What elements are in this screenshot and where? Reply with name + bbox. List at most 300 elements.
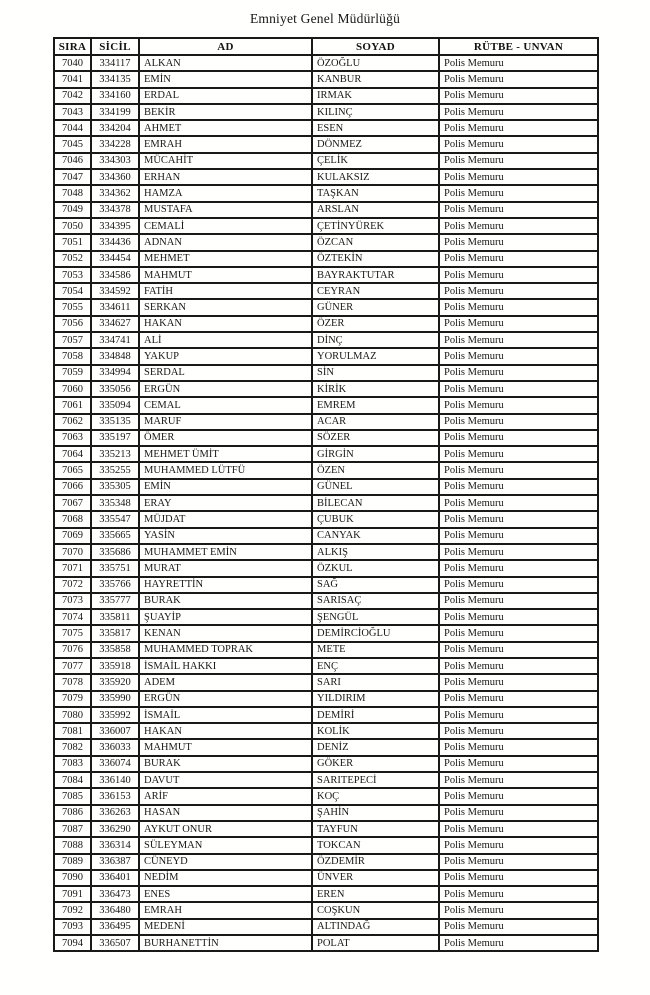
cell-sicil: 334228 [91,136,139,152]
table-row [54,658,598,674]
cell-soyad: SÖZER [312,430,439,446]
cell-soyad: ÇETİNYÜREK [312,218,439,234]
cell-ad: EMRAH [139,902,312,918]
cell-sicil: 335348 [91,495,139,511]
cell-sira: 7067 [54,495,91,511]
cell-sicil: 335255 [91,462,139,478]
cell-soyad: GÜNER [312,299,439,315]
cell-sicil: 334395 [91,218,139,234]
cell-ad: NEDİM [139,870,312,886]
cell-sicil: 334611 [91,299,139,315]
cell-soyad: ACAR [312,414,439,430]
cell-sicil: 336263 [91,805,139,821]
cell-ad: ARİF [139,788,312,804]
cell-rutbe: Polis Memuru [439,55,598,71]
cell-sicil: 336387 [91,854,139,870]
cell-ad: MUHAMMET EMİN [139,544,312,560]
cell-sicil: 334741 [91,332,139,348]
column-header-sicil: SİCİL [91,38,139,55]
table-row [54,381,598,397]
column-header-sira: SIRA [54,38,91,55]
cell-sicil: 334117 [91,55,139,71]
cell-rutbe: Polis Memuru [439,299,598,315]
cell-soyad: CANYAK [312,528,439,544]
cell-sicil: 334135 [91,71,139,87]
cell-ad: BURHANETTİN [139,935,312,951]
table-row [54,593,598,609]
cell-sicil: 335990 [91,691,139,707]
cell-soyad: SAĞ [312,577,439,593]
cell-soyad: GÜNEL [312,479,439,495]
cell-ad: EMİN [139,479,312,495]
cell-soyad: IRMAK [312,88,439,104]
cell-ad: HAMZA [139,185,312,201]
table-row [54,283,598,299]
cell-ad: HAYRETTİN [139,577,312,593]
cell-sicil: 336290 [91,821,139,837]
cell-rutbe: Polis Memuru [439,723,598,739]
cell-ad: ERDAL [139,88,312,104]
cell-rutbe: Polis Memuru [439,479,598,495]
cell-ad: SÜLEYMAN [139,837,312,853]
cell-soyad: EREN [312,886,439,902]
cell-soyad: ÖZER [312,316,439,332]
cell-sira: 7070 [54,544,91,560]
table-row [54,414,598,430]
cell-soyad: ŞAHİN [312,805,439,821]
table-row [54,723,598,739]
table-row [54,707,598,723]
table-row [54,609,598,625]
cell-sicil: 336401 [91,870,139,886]
cell-sicil: 335547 [91,511,139,527]
cell-ad: BURAK [139,756,312,772]
cell-sicil: 335135 [91,414,139,430]
cell-sira: 7060 [54,381,91,397]
cell-sira: 7092 [54,902,91,918]
cell-sicil: 334204 [91,120,139,136]
cell-sira: 7084 [54,772,91,788]
cell-rutbe: Polis Memuru [439,870,598,886]
table-row [54,267,598,283]
cell-rutbe: Polis Memuru [439,218,598,234]
cell-sira: 7050 [54,218,91,234]
cell-sicil: 335920 [91,674,139,690]
cell-sira: 7083 [54,756,91,772]
cell-ad: ADNAN [139,234,312,250]
cell-sira: 7066 [54,479,91,495]
cell-sicil: 336473 [91,886,139,902]
cell-rutbe: Polis Memuru [439,935,598,951]
cell-ad: SERDAL [139,365,312,381]
cell-ad: MARUF [139,414,312,430]
cell-rutbe: Polis Memuru [439,691,598,707]
cell-soyad: SARISAÇ [312,593,439,609]
cell-sira: 7090 [54,870,91,886]
cell-sicil: 335686 [91,544,139,560]
cell-ad: MEDENİ [139,919,312,935]
table-row [54,495,598,511]
cell-sicil: 336480 [91,902,139,918]
cell-sicil: 335777 [91,593,139,609]
cell-sicil: 336074 [91,756,139,772]
table-row [54,104,598,120]
cell-sicil: 334848 [91,348,139,364]
personnel-table [53,37,599,952]
cell-rutbe: Polis Memuru [439,348,598,364]
cell-sira: 7052 [54,251,91,267]
cell-soyad: ÖZCAN [312,234,439,250]
cell-sira: 7068 [54,511,91,527]
cell-soyad: COŞKUN [312,902,439,918]
cell-ad: EMİN [139,71,312,87]
table-row [54,169,598,185]
cell-sira: 7055 [54,299,91,315]
cell-soyad: ÜNVER [312,870,439,886]
table-row [54,544,598,560]
cell-soyad: ÖZKUL [312,560,439,576]
cell-sira: 7046 [54,153,91,169]
cell-rutbe: Polis Memuru [439,332,598,348]
table-row [54,821,598,837]
cell-soyad: TOKCAN [312,837,439,853]
table-row [54,788,598,804]
cell-sira: 7064 [54,446,91,462]
cell-rutbe: Polis Memuru [439,414,598,430]
cell-sira: 7047 [54,169,91,185]
cell-sira: 7059 [54,365,91,381]
cell-sicil: 335992 [91,707,139,723]
cell-ad: İSMAİL HAKKI [139,658,312,674]
table-row [54,153,598,169]
table-header [54,38,598,55]
cell-ad: YASİN [139,528,312,544]
cell-rutbe: Polis Memuru [439,446,598,462]
cell-soyad: SİN [312,365,439,381]
cell-soyad: DEMİRCİOĞLU [312,625,439,641]
cell-ad: ALKAN [139,55,312,71]
table-row [54,120,598,136]
cell-ad: AYKUT ONUR [139,821,312,837]
cell-sira: 7043 [54,104,91,120]
cell-sira: 7061 [54,397,91,413]
cell-sira: 7082 [54,739,91,755]
cell-sira: 7094 [54,935,91,951]
cell-soyad: GİRGİN [312,446,439,462]
table-row [54,756,598,772]
cell-ad: MUHAMMED TOPRAK [139,642,312,658]
cell-rutbe: Polis Memuru [439,528,598,544]
cell-ad: BEKİR [139,104,312,120]
cell-rutbe: Polis Memuru [439,739,598,755]
cell-soyad: ESEN [312,120,439,136]
cell-rutbe: Polis Memuru [439,919,598,935]
cell-rutbe: Polis Memuru [439,560,598,576]
table-row [54,71,598,87]
cell-ad: BURAK [139,593,312,609]
cell-sira: 7044 [54,120,91,136]
cell-sira: 7051 [54,234,91,250]
cell-sira: 7080 [54,707,91,723]
cell-soyad: GÖKER [312,756,439,772]
cell-ad: DAVUT [139,772,312,788]
cell-rutbe: Polis Memuru [439,642,598,658]
column-header-rutbe: RÜTBE - UNVAN [439,38,598,55]
table-row [54,218,598,234]
cell-sira: 7057 [54,332,91,348]
cell-soyad: KANBUR [312,71,439,87]
cell-ad: İSMAİL [139,707,312,723]
cell-soyad: ÖZDEMİR [312,854,439,870]
cell-sicil: 334592 [91,283,139,299]
cell-rutbe: Polis Memuru [439,316,598,332]
cell-sira: 7076 [54,642,91,658]
table-row [54,430,598,446]
cell-soyad: YILDIRIM [312,691,439,707]
table-row [54,625,598,641]
cell-rutbe: Polis Memuru [439,625,598,641]
cell-rutbe: Polis Memuru [439,365,598,381]
cell-sira: 7081 [54,723,91,739]
cell-rutbe: Polis Memuru [439,854,598,870]
table-row [54,234,598,250]
cell-sicil: 335918 [91,658,139,674]
table-row [54,642,598,658]
cell-rutbe: Polis Memuru [439,756,598,772]
cell-sicil: 334160 [91,88,139,104]
cell-ad: MEHMET [139,251,312,267]
cell-soyad: KOLİK [312,723,439,739]
cell-sicil: 335056 [91,381,139,397]
cell-ad: ERHAN [139,169,312,185]
cell-sira: 7079 [54,691,91,707]
cell-rutbe: Polis Memuru [439,805,598,821]
cell-ad: MAHMUT [139,267,312,283]
table-row [54,88,598,104]
cell-soyad: ÖZEN [312,462,439,478]
cell-sira: 7058 [54,348,91,364]
cell-soyad: ÇELİK [312,153,439,169]
table-row [54,446,598,462]
cell-ad: ADEM [139,674,312,690]
cell-sicil: 335817 [91,625,139,641]
cell-ad: MÜCAHİT [139,153,312,169]
table-row [54,691,598,707]
cell-sira: 7054 [54,283,91,299]
table-row [54,870,598,886]
cell-rutbe: Polis Memuru [439,120,598,136]
cell-soyad: SARI [312,674,439,690]
cell-ad: MAHMUT [139,739,312,755]
cell-soyad: ÖZTEKİN [312,251,439,267]
cell-soyad: KOÇ [312,788,439,804]
column-header-soyad: SOYAD [312,38,439,55]
table-row [54,886,598,902]
cell-ad: MUSTAFA [139,202,312,218]
cell-sicil: 335858 [91,642,139,658]
cell-ad: MUHAMMED LÜTFÜ [139,462,312,478]
cell-rutbe: Polis Memuru [439,234,598,250]
cell-sira: 7062 [54,414,91,430]
cell-sira: 7078 [54,674,91,690]
cell-rutbe: Polis Memuru [439,821,598,837]
cell-ad: CEMAL [139,397,312,413]
cell-ad: ERGÜN [139,381,312,397]
cell-sira: 7048 [54,185,91,201]
cell-rutbe: Polis Memuru [439,658,598,674]
cell-rutbe: Polis Memuru [439,267,598,283]
cell-sicil: 335811 [91,609,139,625]
cell-sicil: 336507 [91,935,139,951]
cell-soyad: TAŞKAN [312,185,439,201]
table-row [54,348,598,364]
cell-sira: 7056 [54,316,91,332]
table-body [54,55,598,951]
cell-sicil: 336314 [91,837,139,853]
cell-soyad: ARSLAN [312,202,439,218]
table-row [54,739,598,755]
cell-sicil: 335197 [91,430,139,446]
cell-soyad: ÖZOĞLU [312,55,439,71]
table-row [54,185,598,201]
cell-ad: MEHMET ÜMİT [139,446,312,462]
cell-sicil: 334586 [91,267,139,283]
cell-soyad: KİRİK [312,381,439,397]
cell-sira: 7053 [54,267,91,283]
cell-sira: 7045 [54,136,91,152]
page-title: Emniyet Genel Müdürlüğü [249,11,401,26]
cell-ad: AHMET [139,120,312,136]
cell-rutbe: Polis Memuru [439,283,598,299]
cell-sicil: 336033 [91,739,139,755]
cell-soyad: DEMİRİ [312,707,439,723]
cell-ad: YAKUP [139,348,312,364]
column-header-ad: AD [139,38,312,55]
cell-ad: ALİ [139,332,312,348]
cell-soyad: ALTINDAĞ [312,919,439,935]
cell-ad: EMRAH [139,136,312,152]
cell-soyad: BAYRAKTUTAR [312,267,439,283]
cell-sira: 7041 [54,71,91,87]
cell-rutbe: Polis Memuru [439,886,598,902]
table-row [54,479,598,495]
cell-rutbe: Polis Memuru [439,462,598,478]
cell-soyad: ALKIŞ [312,544,439,560]
cell-sira: 7075 [54,625,91,641]
cell-ad: ŞUAYİP [139,609,312,625]
cell-ad: KENAN [139,625,312,641]
cell-ad: ERGÜN [139,691,312,707]
table-row [54,674,598,690]
table-row [54,202,598,218]
cell-soyad: ŞENGÜL [312,609,439,625]
table-row [54,935,598,951]
cell-sira: 7088 [54,837,91,853]
cell-soyad: KILINÇ [312,104,439,120]
cell-soyad: POLAT [312,935,439,951]
table-row [54,136,598,152]
cell-sira: 7077 [54,658,91,674]
cell-soyad: EMREM [312,397,439,413]
cell-sicil: 335094 [91,397,139,413]
cell-sira: 7063 [54,430,91,446]
cell-rutbe: Polis Memuru [439,837,598,853]
cell-soyad: DENİZ [312,739,439,755]
cell-sira: 7074 [54,609,91,625]
table-row [54,577,598,593]
cell-rutbe: Polis Memuru [439,511,598,527]
cell-sicil: 336007 [91,723,139,739]
cell-rutbe: Polis Memuru [439,153,598,169]
cell-rutbe: Polis Memuru [439,707,598,723]
cell-ad: MURAT [139,560,312,576]
table-row [54,251,598,267]
table-row [54,316,598,332]
cell-sicil: 336153 [91,788,139,804]
table-row [54,902,598,918]
cell-rutbe: Polis Memuru [439,495,598,511]
table-row [54,528,598,544]
cell-sira: 7086 [54,805,91,821]
cell-soyad: DİNÇ [312,332,439,348]
cell-ad: ENES [139,886,312,902]
cell-soyad: BİLECAN [312,495,439,511]
cell-rutbe: Polis Memuru [439,202,598,218]
cell-rutbe: Polis Memuru [439,544,598,560]
cell-soyad: TAYFUN [312,821,439,837]
cell-sira: 7087 [54,821,91,837]
table-row [54,854,598,870]
table-row [54,805,598,821]
cell-sicil: 334627 [91,316,139,332]
table-row [54,397,598,413]
cell-sira: 7042 [54,88,91,104]
cell-sira: 7072 [54,577,91,593]
cell-rutbe: Polis Memuru [439,136,598,152]
cell-sicil: 334994 [91,365,139,381]
cell-ad: HASAN [139,805,312,821]
cell-sicil: 335213 [91,446,139,462]
cell-rutbe: Polis Memuru [439,88,598,104]
cell-sira: 7085 [54,788,91,804]
cell-ad: CEMALİ [139,218,312,234]
cell-rutbe: Polis Memuru [439,772,598,788]
cell-rutbe: Polis Memuru [439,71,598,87]
cell-sicil: 335305 [91,479,139,495]
table-row [54,332,598,348]
cell-rutbe: Polis Memuru [439,251,598,267]
cell-sira: 7069 [54,528,91,544]
cell-rutbe: Polis Memuru [439,609,598,625]
cell-sira: 7089 [54,854,91,870]
table-row [54,560,598,576]
cell-sira: 7091 [54,886,91,902]
cell-soyad: KULAKSIZ [312,169,439,185]
cell-sicil: 334362 [91,185,139,201]
cell-sira: 7065 [54,462,91,478]
cell-rutbe: Polis Memuru [439,593,598,609]
cell-sira: 7049 [54,202,91,218]
cell-ad: CÜNEYD [139,854,312,870]
table-row [54,299,598,315]
cell-rutbe: Polis Memuru [439,381,598,397]
table-row [54,462,598,478]
cell-ad: ERAY [139,495,312,511]
cell-soyad: YORULMAZ [312,348,439,364]
cell-sicil: 334360 [91,169,139,185]
cell-rutbe: Polis Memuru [439,169,598,185]
cell-ad: HAKAN [139,316,312,332]
